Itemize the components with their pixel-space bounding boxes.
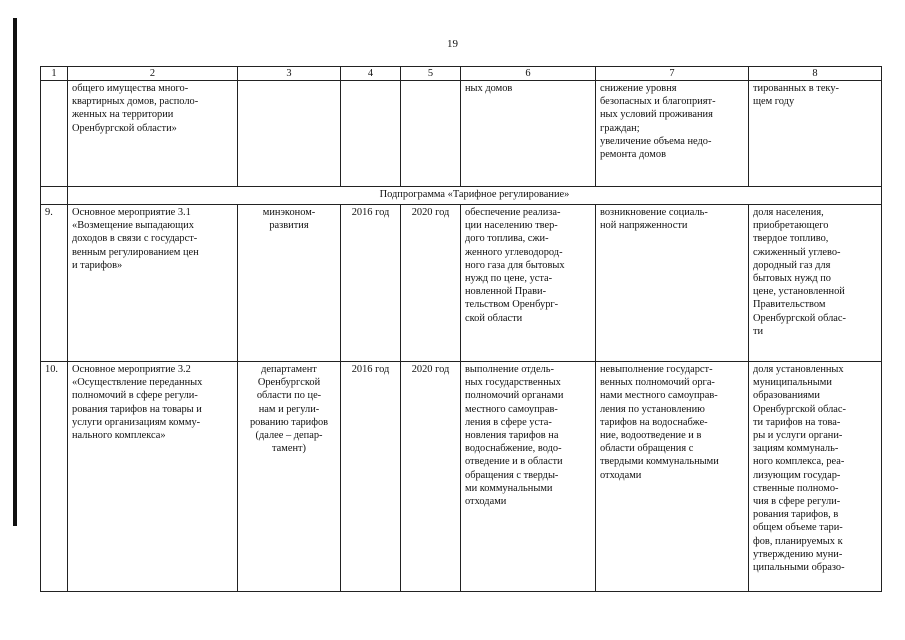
row-number-cell: 9. xyxy=(41,205,68,362)
header-cell: 4 xyxy=(341,67,401,81)
executor-cell: департамент Оренбургской области по це- нам и регули- рованию тарифов (далее – депар- тамент) xyxy=(238,362,341,592)
row-number-cell: 10. xyxy=(41,362,68,592)
start-year-cell: 2016 год xyxy=(341,362,401,592)
table-row xyxy=(41,205,882,362)
end-year-cell: 2020 год xyxy=(401,362,461,592)
table-row xyxy=(41,362,882,592)
row-number-cell xyxy=(41,81,68,187)
expected-result-cell: выполнение отдель- ных государственных полномочий органами местного самоуправ- ления в сфере уста- новления тарифов на водоснабжение, водо- отведение и в области обращения с тверды- ми коммунальными отходами xyxy=(461,362,596,592)
header-cell: 7 xyxy=(596,67,749,81)
subprogram-row xyxy=(41,187,882,205)
header-cell: 5 xyxy=(401,67,461,81)
activity-name-cell: Основное мероприятие 3.1 «Возмещение выпадающих доходов в связи с государст- венным регулированием цен и тарифов» xyxy=(68,205,238,362)
indicator-cell: тированных в теку- щем году xyxy=(749,81,882,187)
subprogram-title: Подпрограмма «Тарифное регулирование» xyxy=(68,187,882,205)
header-row xyxy=(41,67,882,81)
page-edge-bar xyxy=(13,18,17,526)
end-year-cell: 2020 год xyxy=(401,205,461,362)
continuation-row xyxy=(41,81,882,187)
consequences-cell: снижение уровня безопасных и благоприят- ных условий проживания граждан; увеличение объема недо- ремонта домов xyxy=(596,81,749,187)
indicator-cell: доля населения, приобретающего твердое топливо, сжиженный углево- дородный газ для бытовых нужд по цене, установленной Правительством Оренбургской облас- ти xyxy=(749,205,882,362)
executor-cell xyxy=(238,81,341,187)
executor-cell: минэконом- развития xyxy=(238,205,341,362)
page-number: 19 xyxy=(447,38,458,50)
activity-name-cell: Основное мероприятие 3.2 «Осуществление переданных полномочий в сфере регули- рования тарифов на товары и услуги организациям комму- нального комплекса» xyxy=(68,362,238,592)
consequences-cell: невыполнение государст- венных полномочий орга- нами местного самоуправ- ления по установлению тарифов на водоснабже- ние, водоотведение и в области обращения с твердыми коммунальными отходами xyxy=(596,362,749,592)
end-year-cell xyxy=(401,81,461,187)
consequences-cell: возникновение социаль- ной напряженности xyxy=(596,205,749,362)
header-cell: 1 xyxy=(41,67,68,81)
expected-result-cell: обеспечение реализа- ции населению твер- дого топлива, сжи- женного углеводород- ного газа для бытовых нужд по цене, уста- новленной Прави- тельством Оренбург- ской области xyxy=(461,205,596,362)
start-year-cell xyxy=(341,81,401,187)
indicator-cell: доля установленных муниципальными образованиями Оренбургской облас- ти тарифов на това- ры и услуги органи- зациям коммуналь- ного комплекса, реа- лизующим государ- ственные полномо- чия в сфере регули- рования тарифов, в общем объеме тари- фов, планируемых к утверждению муни- ципальными образо- xyxy=(749,362,882,592)
header-cell: 6 xyxy=(461,67,596,81)
row-number-cell xyxy=(41,187,68,205)
program-table xyxy=(40,66,882,592)
header-cell: 2 xyxy=(68,67,238,81)
header-cell: 8 xyxy=(749,67,882,81)
expected-result-cell: ных домов xyxy=(461,81,596,187)
activity-name-cell: общего имущества много- квартирных домов, располо- женных на территории Оренбургской области» xyxy=(68,81,238,187)
header-cell: 3 xyxy=(238,67,341,81)
start-year-cell: 2016 год xyxy=(341,205,401,362)
